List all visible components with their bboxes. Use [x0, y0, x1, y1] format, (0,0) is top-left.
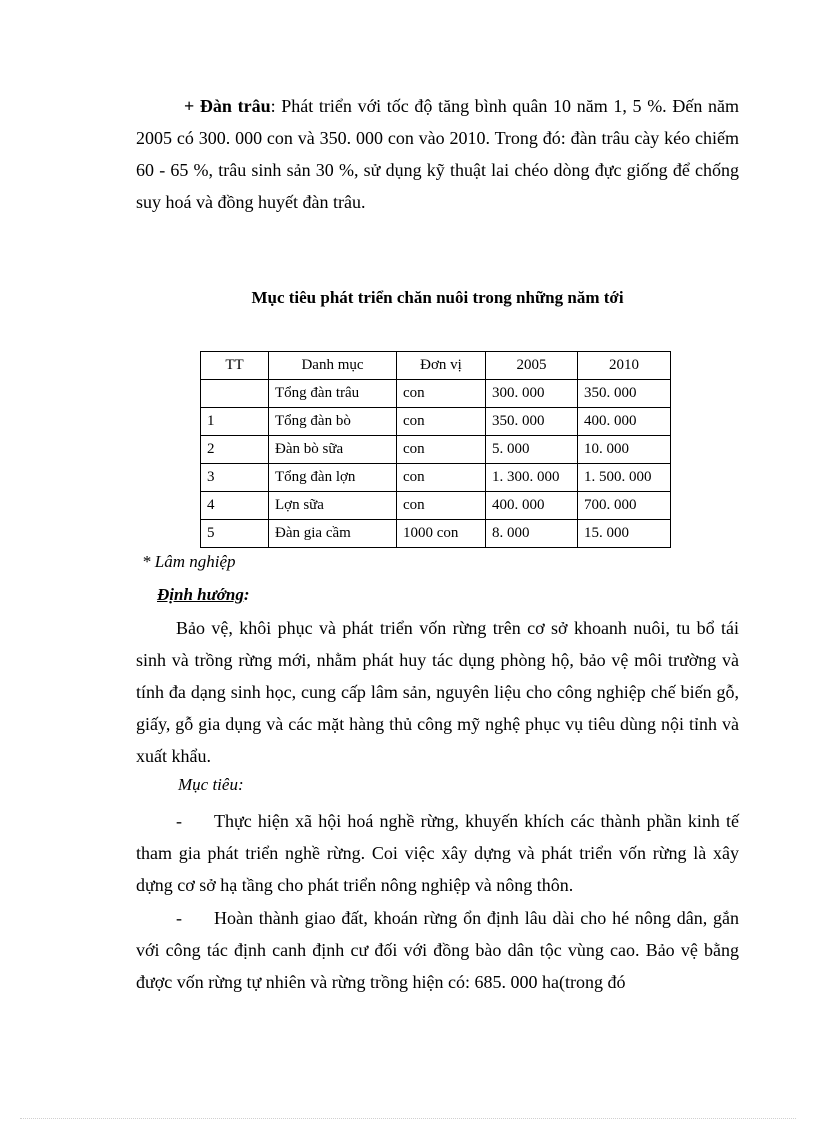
list-item: [136, 805, 739, 901]
bullet-dash: -: [176, 908, 182, 928]
cell-2005: 5. 000: [486, 436, 578, 464]
livestock-target-table: [200, 351, 671, 548]
table-row: [201, 464, 671, 492]
header-2010: 2010: [578, 352, 671, 380]
cell-tt: 3: [201, 464, 269, 492]
cell-2010: 10. 000: [578, 436, 671, 464]
cell-2005: 400. 000: [486, 492, 578, 520]
cell-tt: 2: [201, 436, 269, 464]
cell-danh-muc: Lợn sữa: [269, 492, 397, 520]
dinh-huong-label: Định hướng: [157, 585, 244, 604]
cell-tt: 4: [201, 492, 269, 520]
section-heading-lam-nghiep: * Lâm nghiệp: [142, 552, 236, 571]
page-bottom-divider: [20, 1118, 796, 1119]
table-row: [201, 492, 671, 520]
bullet-dash: -: [176, 811, 182, 831]
paragraph-dan-trau: [136, 90, 739, 218]
dinh-huong-colon: :: [243, 585, 250, 604]
header-don-vi: Đơn vị: [397, 352, 486, 380]
table-header-row: [201, 352, 671, 380]
cell-tt: 5: [201, 520, 269, 548]
cell-2010: 1. 500. 000: [578, 464, 671, 492]
cell-2005: 350. 000: [486, 408, 578, 436]
cell-don-vi: con: [397, 436, 486, 464]
table-row: [201, 380, 671, 408]
cell-2010: 350. 000: [578, 380, 671, 408]
cell-2005: 8. 000: [486, 520, 578, 548]
cell-2010: 15. 000: [578, 520, 671, 548]
section-heading-dinh-huong: [157, 585, 250, 605]
cell-danh-muc: Tổng đàn bò: [269, 408, 397, 436]
cell-danh-muc: Đàn bò sữa: [269, 436, 397, 464]
cell-danh-muc: Đàn gia cầm: [269, 520, 397, 548]
paragraph-dinh-huong: Bảo vệ, khôi phục và phát triển vốn rừng trên cơ sở khoanh nuôi, tu bổ tái sinh và trồng rừng mới, nhằm phát huy tác dụng phòng hộ, bảo vệ môi trường và tính đa dạng sinh học, cung cấp lâm sản, nguyên liệu cho công nghiệp chế biến gỗ, giấy, gỗ gia dụng và các mặt hàng thủ công mỹ nghệ phục vụ tiêu dùng nội tỉnh và xuất khẩu.: [136, 618, 739, 766]
cell-don-vi: con: [397, 464, 486, 492]
bullet-text: Hoàn thành giao đất, khoán rừng ổn định lâu dài cho hé nông dân, gắn với công tác định canh định cư đối với đồng bào dân tộc vùng cao. Bảo vệ bằng được vốn rừng tự nhiên và rừng trồng hiện có: 685. 000 ha(trong đó: [136, 908, 739, 992]
cell-2005: 300. 000: [486, 380, 578, 408]
table-row: [201, 408, 671, 436]
cell-tt: [201, 380, 269, 408]
cell-don-vi: con: [397, 380, 486, 408]
cell-don-vi: 1000 con: [397, 520, 486, 548]
bullet-text: Thực hiện xã hội hoá nghề rừng, khuyến khích các thành phần kinh tế tham gia phát triển nghề rừng. Coi việc xây dựng và phát triển vốn rừng là xây dựng cơ sở hạ tầng cho phát triển nông nghiệp và nông thôn.: [136, 811, 739, 895]
table-title: Mục tiêu phát triển chăn nuôi trong những năm tới: [251, 288, 624, 307]
header-tt: TT: [201, 352, 269, 380]
table-row: [201, 520, 671, 548]
dan-trau-text: : Phát triển với tốc độ tăng bình quân 10 năm 1, 5 %. Đến năm 2005 có 300. 000 con và 350. 000 con vào 2010. Trong đó: đàn trâu cày kéo chiếm 60 - 65 %, trâu sinh sản 30 %, sử dụng kỹ thuật lai chéo dòng đực giống để chống suy hoá và đồng huyết đàn trâu.: [136, 96, 739, 212]
cell-2010: 400. 000: [578, 408, 671, 436]
table-row: [201, 436, 671, 464]
cell-2010: 700. 000: [578, 492, 671, 520]
cell-danh-muc: Tổng đàn lợn: [269, 464, 397, 492]
cell-danh-muc: Tổng đàn trâu: [269, 380, 397, 408]
header-2005: 2005: [486, 352, 578, 380]
section-heading-muc-tieu: Mục tiêu:: [178, 775, 244, 794]
header-danh-muc: Danh mục: [269, 352, 397, 380]
cell-2005: 1. 300. 000: [486, 464, 578, 492]
list-item: [136, 902, 739, 998]
dan-trau-label: + Đàn trâu: [184, 96, 271, 116]
cell-don-vi: con: [397, 492, 486, 520]
cell-don-vi: con: [397, 408, 486, 436]
cell-tt: 1: [201, 408, 269, 436]
